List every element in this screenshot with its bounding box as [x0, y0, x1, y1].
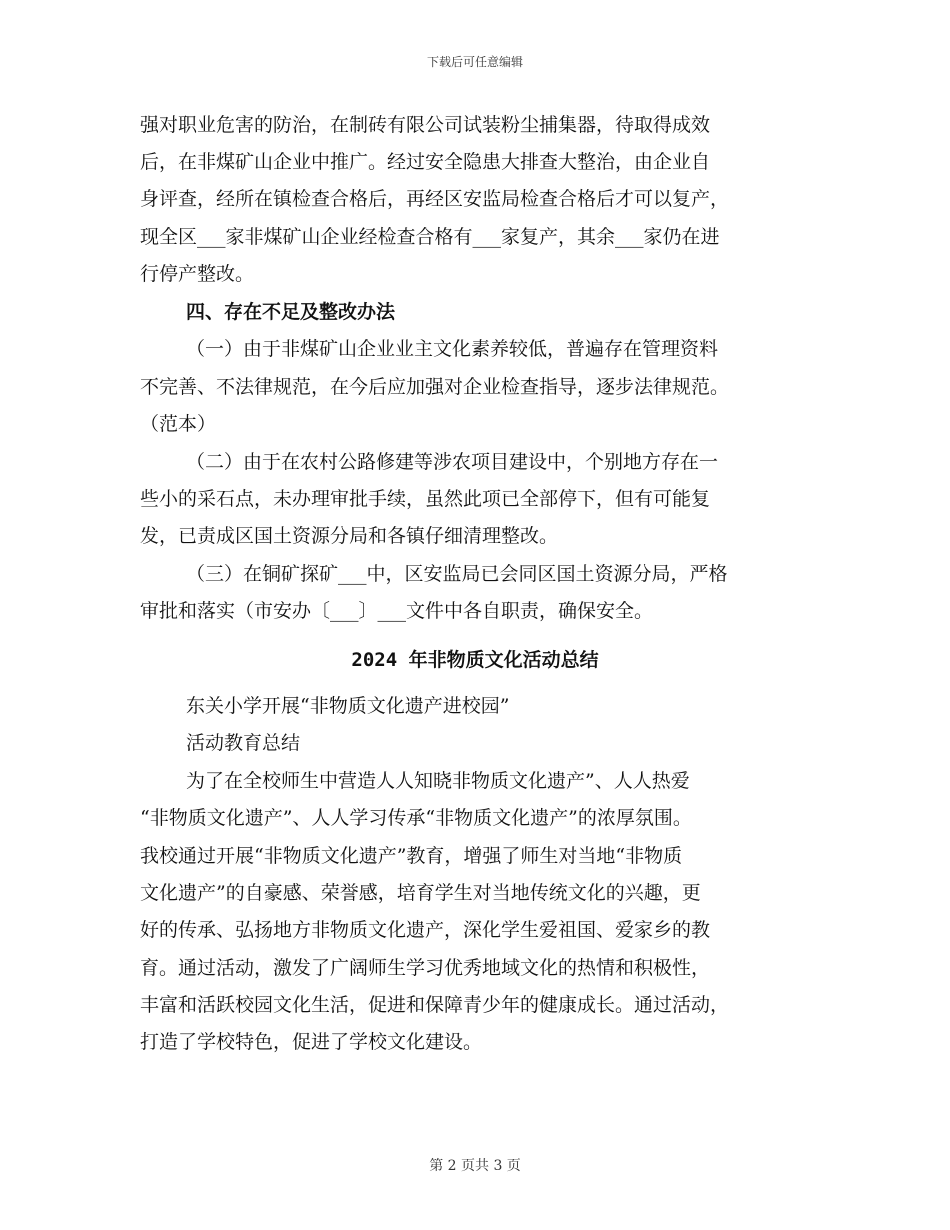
article-body-line: 我校通过开展“非物质文化遗产”教育，增强了师生对当地“非物质	[140, 845, 683, 867]
page-footer-note: 第 2 页共 3 页	[429, 1158, 521, 1174]
page-header-note: 下载后可任意编辑	[426, 55, 523, 69]
list-item-line: 些小的采石点，未办理审批手续，虽然此项已全部停下，但有可能复	[140, 488, 711, 510]
list-item-line: （一）由于非煤矿山企业业主文化素养较低，普遍存在管理资料	[186, 338, 719, 360]
article-body-line: 丰富和活跃校园文化生活，促进和保障青少年的健康成长。通过活动，	[140, 994, 730, 1016]
list-item-line: 不完善、不法律规范，在今后应加强对企业检查指导，逐步法律规范。	[140, 376, 730, 398]
list-item-line: （三）在铜矿探矿___中，区安监局已会同区国土资源分局，严格	[186, 563, 728, 585]
paragraph-line: 身评查，经所在镇检查合格后，再经区安监局检查合格后才可以复产，	[140, 188, 730, 210]
article-subtitle: 活动教育总结	[186, 732, 301, 754]
paragraph-line: 强对职业危害的防治，在制砖有限公司试装粉尘捕集器，待取得成效	[140, 114, 711, 136]
article-body-line: “非物质文化遗产”、人人学习传承“非物质文化遗产”的浓厚氛围。	[140, 807, 692, 829]
article-body-line: 好的传承、弘扬地方非物质文化遗产，深化学生爱祖国、爱家乡的教	[140, 919, 711, 941]
article-body-line: 为了在全校师生中营造人人知晓非物质文化遗产”、人人热爱	[186, 770, 690, 792]
paragraph-line: 后，在非煤矿山企业中推广。经过安全隐患大排查大整治，由企业自	[140, 151, 711, 173]
section-heading: 四、存在不足及整改办法	[186, 301, 396, 323]
article-body-line: 打造了学校特色，促进了学校文化建设。	[140, 1031, 483, 1053]
article-body-line: 文化遗产”的自豪感、荣誉感，培育学生对当地传统文化的兴趣，更	[140, 882, 701, 904]
article-title: 2024 年非物质文化活动总结	[351, 649, 599, 671]
paragraph-line: 行停产整改。	[140, 263, 255, 285]
paragraph-line: 现全区___家非煤矿山企业经检查合格有___家复产，其余___家仍在进	[140, 226, 720, 248]
article-body-line: 育。通过活动，激发了广阔师生学习优秀地域文化的热情和积极性，	[140, 957, 711, 979]
article-subtitle: 东关小学开展“非物质文化遗产进校园”	[186, 695, 510, 717]
list-item-line: （范本）	[140, 413, 217, 435]
list-item-line: 发，已责成区国土资源分局和各镇仔细清理整改。	[140, 525, 559, 547]
list-item-line: 审批和落实（市安办〔___〕___文件中各自职责，确保安全。	[140, 600, 654, 622]
list-item-line: （二）由于在农村公路修建等涉农项目建设中，个别地方存在一	[186, 451, 719, 473]
